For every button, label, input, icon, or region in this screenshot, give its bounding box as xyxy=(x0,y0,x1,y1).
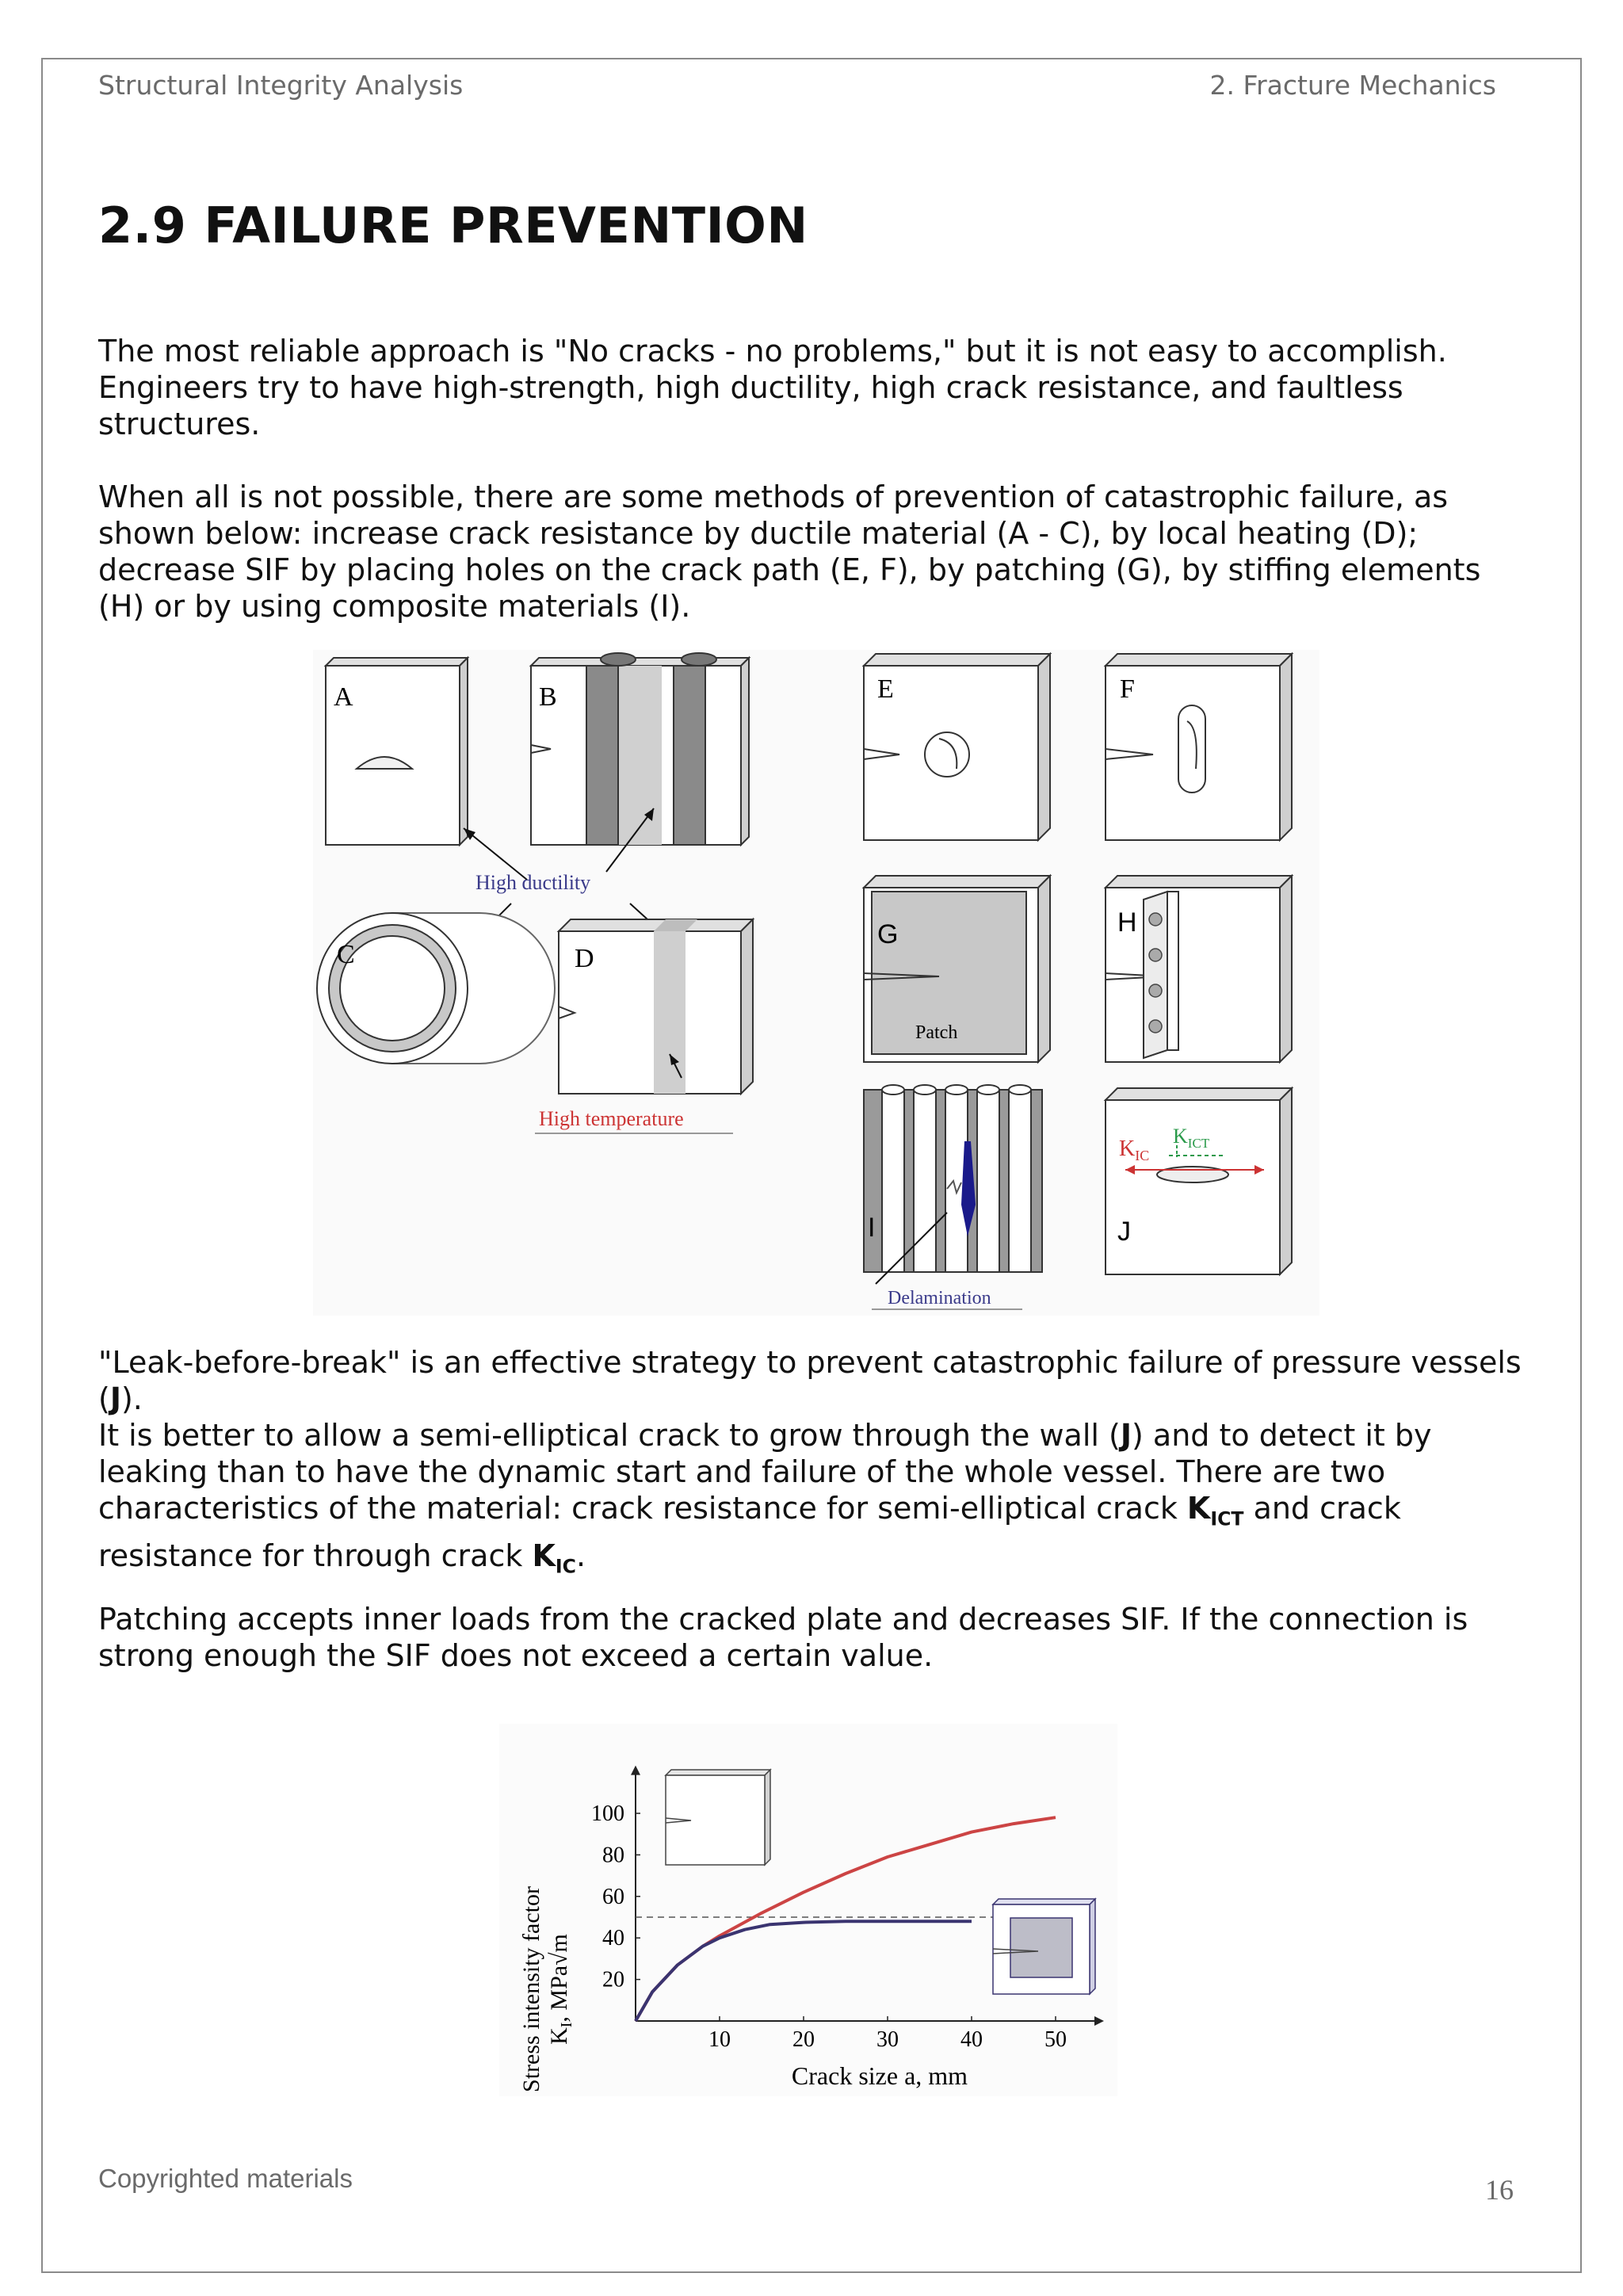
x-axis-label: Crack size a, mm xyxy=(791,2061,968,2090)
panel-c xyxy=(317,913,555,1064)
x-tick-label: 20 xyxy=(792,2027,815,2052)
paragraph-methods: When all is not possible, there are some methods of prevention of catastrophic failure, as shown below: increase crack resistance by ductile material (A - C), by local heating (D); decrease SIF by placing holes on the crack path (E, F), by patching (G), by stiffing elements (H) or by using composite materials (I). xyxy=(98,479,1481,624)
y-tick-label: 20 xyxy=(602,1967,624,1992)
panel-f xyxy=(1106,654,1292,840)
panel-g xyxy=(864,876,1050,1062)
y-axis-label-line2: $K_I$, MPa√m xyxy=(546,1934,575,2045)
label-g: G xyxy=(877,919,899,949)
running-header-left: Structural Integrity Analysis xyxy=(98,70,464,101)
label-b: B xyxy=(539,682,557,712)
y-axis-label-line1: Stress intensity factor xyxy=(518,1886,544,2092)
inset-unpatched-plate xyxy=(666,1770,770,1865)
panel-b xyxy=(531,653,749,845)
label-c: C xyxy=(337,940,355,969)
panel-h xyxy=(1106,876,1292,1062)
panel-d xyxy=(559,919,753,1094)
label-i: I xyxy=(868,1213,876,1243)
delamination-label: Delamination xyxy=(888,1288,991,1308)
prevention-methods-figure xyxy=(313,650,1319,1316)
paragraph-intro: The most reliable approach is "No cracks - no problems," but it is not easy to accomplish. Engineers try to have high-strength, high ductility, high crack resistance, and faultless structures. xyxy=(98,334,1447,441)
x-tick-label: 10 xyxy=(708,2027,731,2052)
paragraph-leak-before-break: "Leak-before-break" is an effective strategy to prevent catastrophic failure of pressure vessels (J). It is better to allow a semi-elliptical crack to grow through the wall (J) and to detect it by leaking than to have the dynamic start and failure of the whole vessel. There are two characteristics of the material: crack resistance for semi-elliptical crack $K_{ICT}$ and crack resistance for through crack $K_{IC}$. xyxy=(98,1345,1522,1578)
panel-e xyxy=(864,654,1050,840)
panel-j xyxy=(1106,1088,1292,1274)
label-f: F xyxy=(1120,674,1135,704)
footer-copyright: Copyrighted materials xyxy=(98,2164,353,2193)
paragraph-patching: Patching accepts inner loads from the cracked plate and decreases SIF. If the connection is strong enough the SIF does not exceed a certain value. xyxy=(98,1602,1468,1673)
label-d: D xyxy=(575,944,594,973)
label-a: A xyxy=(334,682,353,712)
x-tick-label: 30 xyxy=(876,2027,899,2052)
sif-chart xyxy=(499,1724,1117,2096)
page-number: 16 xyxy=(1485,2174,1514,2206)
inset-patched-plate xyxy=(993,1899,1095,1994)
y-tick-label: 60 xyxy=(602,1884,624,1909)
section-title: 2.9 FAILURE PREVENTION xyxy=(98,197,808,254)
label-h: H xyxy=(1117,907,1137,938)
label-j: J xyxy=(1117,1217,1131,1247)
y-tick-label: 80 xyxy=(602,1843,624,1868)
k-ict-label: $K_{ICT}$ xyxy=(1173,1125,1210,1151)
high-ductility-label: High ductility xyxy=(475,871,591,894)
high-temperature-label: High temperature xyxy=(539,1107,684,1130)
patch-label: Patch xyxy=(915,1022,958,1043)
panel-a xyxy=(326,658,468,845)
label-e: E xyxy=(877,674,894,704)
running-header-right: 2. Fracture Mechanics xyxy=(1209,70,1496,101)
x-tick-label: 50 xyxy=(1044,2027,1067,2052)
y-tick-label: 40 xyxy=(602,1926,624,1951)
x-tick-label: 40 xyxy=(960,2027,983,2052)
y-tick-label: 100 xyxy=(591,1801,624,1826)
k-ic-label: $K_{IC}$ xyxy=(1119,1137,1150,1163)
